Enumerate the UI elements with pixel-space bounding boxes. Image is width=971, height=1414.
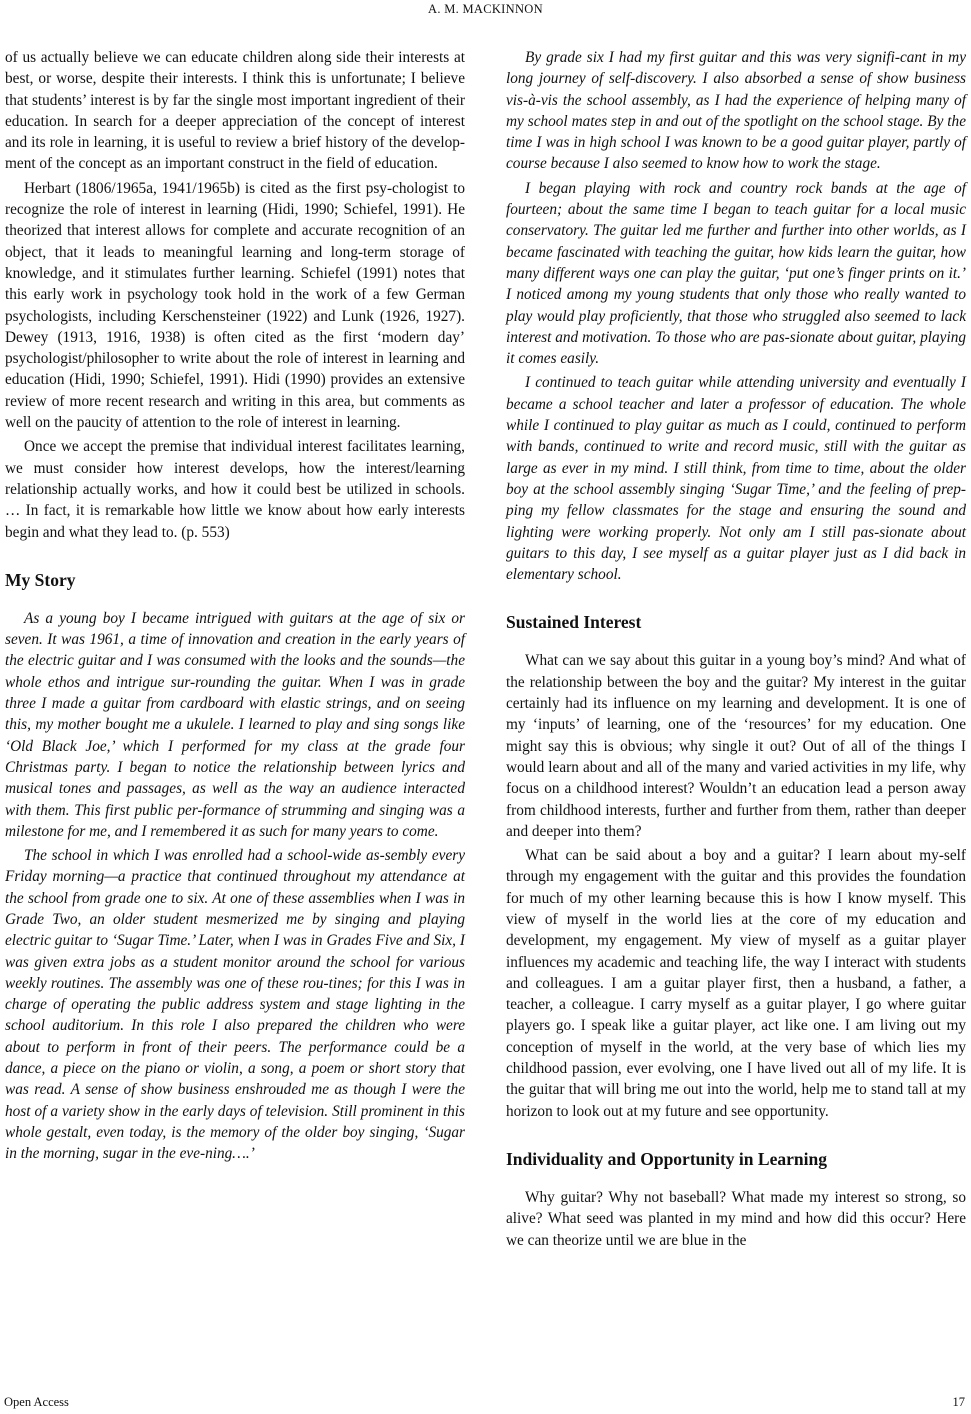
body-paragraph: Herbart (1806/1965a, 1941/1965b) is cited as the first psy-chologist to recognize the role of interest in learning (Hidi, 1990; Schiefel, 1991). He theorized that interest allows for complete and accurate recognition of an object, that it leads to meaningful learning and long-term storage of knowledge, and it stimulates further learning. Schiefel (1991) notes that this early work in psychology took hold in the work of a few German psychologists, including Kerschensteiner (1922) and Lunk (1926, 1927). Dewey (1913, 1916, 1938) is often cited as the first ‘modern day’ psychologist/philosopher to write about the role of interest in learning and education (Hidi, 1990; Schiefel, 1991). Hidi (1990) provides an extensive review of more recent research and writing in this area, but comments as well on the paucity of attention to the role of interest in learning.	[5, 179, 465, 432]
body-paragraph: What can be said about a boy and a guitar? I learn about my-self through my engagement with the guitar and this provides the foundation for much of my other learning because this is how I know myself. This view of myself in the world lies at the core of my education and development, my engagement. My view of myself as a guitar player influences my academic and teaching life, the way I interact with students and colleagues. I am a guitar player first, then a husband, a father, a teacher, a colleague. I carry myself as a guitar player, I go where guitar players go. I speak like a guitar player, act like one. I am living out my conception of myself in the world, at the very base of which lies my childhood passion, ever evolving, one I have lived out all of my life. It is the guitar that will bring me out into the world, help me to stand tall at my horizon to look out at my future and see opportunity.	[506, 847, 966, 1120]
running-header: A. M. MACKINNON	[428, 2, 543, 16]
body-paragraph: of us actually believe we can educate children along side their interests at best, or worse, despite their interests. I think this is unfortunate; I believe that students’ interest is by far the single most important ingredient of their education. In search for a deeper appreciation of the concept of interest and its role in learning, it is useful to review a brief history of the develop-ment of the concept as an important construct in the field of education.	[5, 49, 465, 173]
body-paragraph: By grade six I had my first guitar and this was very signifi-cant in my long journey of self-discovery. I also absorbed a sense of show business vis-à-vis the school assembly, as I had the experience of helping many of my school mates step in and out of the spotlight on the school stage. By the time I was in high school I was known to be a good guitar player, partly of course because I also seemed to know how to work the stage.	[506, 49, 966, 173]
right-column	[506, 47, 966, 1251]
body-paragraph: Why guitar? Why not baseball? What made my interest so strong, so alive? What seed was planted in my mind and how did this occur? Here we can theorize until we are blue in the	[506, 1188, 966, 1249]
page-number: 17	[952, 1395, 965, 1409]
body-paragraph: The school in which I was enrolled had a school-wide as-sembly every Friday morning—a practice that continued throughout my attendance at the school from grade one to six. At one of these assemblies when I was in Grade Two, an older student mesmerized me by singing and playing electric guitar to ‘Sugar Time.’ Later, when I was in Grades Five and Six, I was given extra jobs as a student monitor around the school for various weekly routines. The assembly was one of these rou-tines; for this I was in charge of operating the public address system and stage lighting in the school auditorium. In this role I also prepared the children who were about to perform in front of their peers. The performance could be a dance, a piece on the piano or violin, a song, a poem or short story that was read. A sense of show business enshrouded me as though I were the host of a variety show in the early days of television. Still prominent in this whole gestalt, even today, is the memory of the older boy singing, ‘Sugar in the morning, sugar in the eve-ning….’	[5, 847, 465, 1163]
section-heading: Sustained Interest	[506, 612, 642, 633]
block-quote-paragraph: Once we accept the premise that individual interest facilitates learning, we must consider how interest develops, how the interest/learning relationship actually works, and how it could best be utilized in schools. … In fact, it is remarkable how little we know about how early interests begin and what they lead to. (p. 553)	[5, 438, 465, 541]
body-paragraph: What can we say about this guitar in a young boy’s mind? And what of the relationship between the boy and the guitar? My interest in the guitar certainly had its influence on my learning and development. It is one of my ‘inputs’ of learning, one of the ‘resources’ for my education. One might say this is obvious; why single it out? Out of all of the things I would learn about and all of the many and varied activities in my life, why focus on a childhood interest? Wouldn’t an education lead a person away from childhood interests, further and further from them, rather than deeper and deeper into them?	[506, 652, 966, 840]
body-paragraph: As a young boy I became intrigued with guitars at the age of six or seven. It was 1961, a time of innovation and creation in the early years of the electric guitar and I was consumed with the looks and the sounds—the whole ethos and intrigue sur-rounding the guitar. When I was in grade three I made a guitar from cardboard with elastic strings, and on seeing this, my mother bought me a ukulele. I learned to play and sing songs like ‘Old Black Joe,’ which I performed for my class at the grade four Christmas party. I began to notice the relationship between lyrics and musical tones and passages, as well as the way an audience interacted with them. This first public per-formance of strumming and singing was a milestone for me, and I remembered it as such for many years to come.	[5, 609, 465, 840]
journal-footer: Open Access	[4, 1395, 69, 1409]
body-paragraph: I began playing with rock and country rock bands at the age of fourteen; about the same time I began to teach guitar for a local music conservatory. The guitar led me further and further into other worlds, as I became fascinated with teaching the guitar, how kids learn the guitar, how many different ways one can play the guitar, ‘put one’s finger prints on it.’ I noticed among my young students that only those who really wanted to play would play proficiently, that those who struggled also seemed to lack interest and motivation. To those who are pas-sionate about guitar, playing it comes easily.	[506, 179, 966, 368]
section-heading: Individuality and Opportunity in Learning	[506, 1148, 827, 1169]
body-paragraph: I continued to teach guitar while attending university and eventually I became a school teacher and later a professor of education. The whole while I continued to play guitar as much as I could, continued to perform with bands, continued to write and record music, still with the guitar as large as ever in my mind. I still think, from time to time, about the older boy at the school assembly singing ‘Sugar Time,’ and the feeling of prep-ping my fellow classmates for the stage and ensuring the sound and lighting were working properly. Not only am I still pas-sionate about guitars to this day, I see myself as a guitar player just as I did back in elementary school.	[506, 374, 966, 584]
left-column	[5, 47, 465, 1165]
section-heading: My Story	[5, 569, 76, 590]
